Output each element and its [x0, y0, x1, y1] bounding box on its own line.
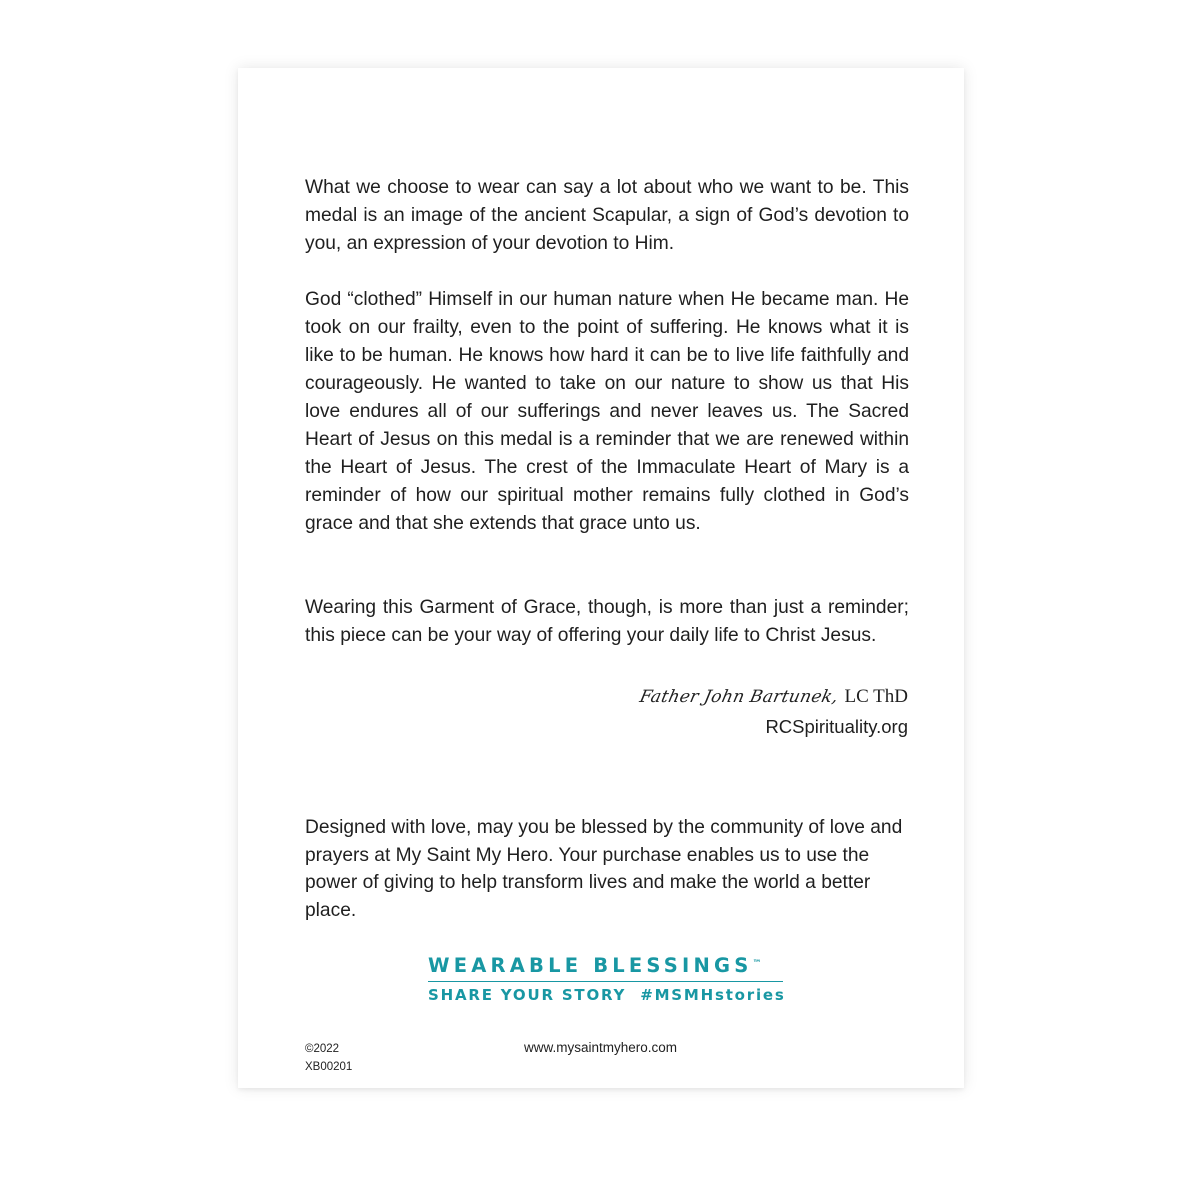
signature-name: Father John Bartunek, — [637, 687, 841, 707]
copyright-text: ©2022 — [305, 1043, 340, 1055]
brand-divider — [428, 981, 783, 982]
trademark-symbol: ™ — [752, 959, 762, 969]
footer-url: www.mysaintmyhero.com — [524, 1040, 678, 1055]
closing-paragraph: Designed with love, may you be blessed by the community of love and prayers at My Saint My Hero. Your purchase enables us to use the power of giving to help transform lives and make the world a better place. — [305, 817, 903, 921]
brand-tagline-row — [428, 986, 798, 1004]
brand-hashtag: #MSMHstories — [640, 986, 786, 1004]
signature-credentials: LC ThD — [844, 686, 908, 707]
brand-block — [428, 954, 798, 1004]
brand-tagline: SHARE YOUR STORY — [428, 986, 627, 1004]
footer-meta — [305, 1040, 352, 1076]
brand-title — [428, 954, 798, 978]
sku-text: XB00201 — [305, 1061, 353, 1073]
meaning-paragraph: God “clothed” Himself in our human nature when He became man. He took on our frailty, even to the point of suffering. He knows what it is like to be human. He knows how hard it can be to live life faithfully and courageously. He wanted to take on our nature to show us that His love endures all of our sufferings and never leaves us. The Sacred Heart of Jesus on this medal is a reminder that we are renewed within the Heart of Jesus. The crest of the Immaculate Heart of Mary is a reminder of how our spiritual mother remains fully clothed in God’s grace and that she extends that grace unto us. — [305, 289, 909, 534]
signature-line — [637, 686, 908, 708]
offering-paragraph: Wearing this Garment of Grace, though, is more than just a reminder; this piece can be your way of offering your daily life to Christ Jesus. — [305, 597, 909, 646]
signature-website: RCSpirituality.org — [765, 716, 908, 737]
product-insert-card — [238, 68, 964, 1088]
brand-title-text: WEARABLE BLESSINGS — [428, 954, 753, 977]
intro-paragraph: What we choose to wear can say a lot about who we want to be. This medal is an image of the ancient Scapular, a sign of God’s devotion to you, an expression of your devotion to Him. — [305, 177, 909, 254]
